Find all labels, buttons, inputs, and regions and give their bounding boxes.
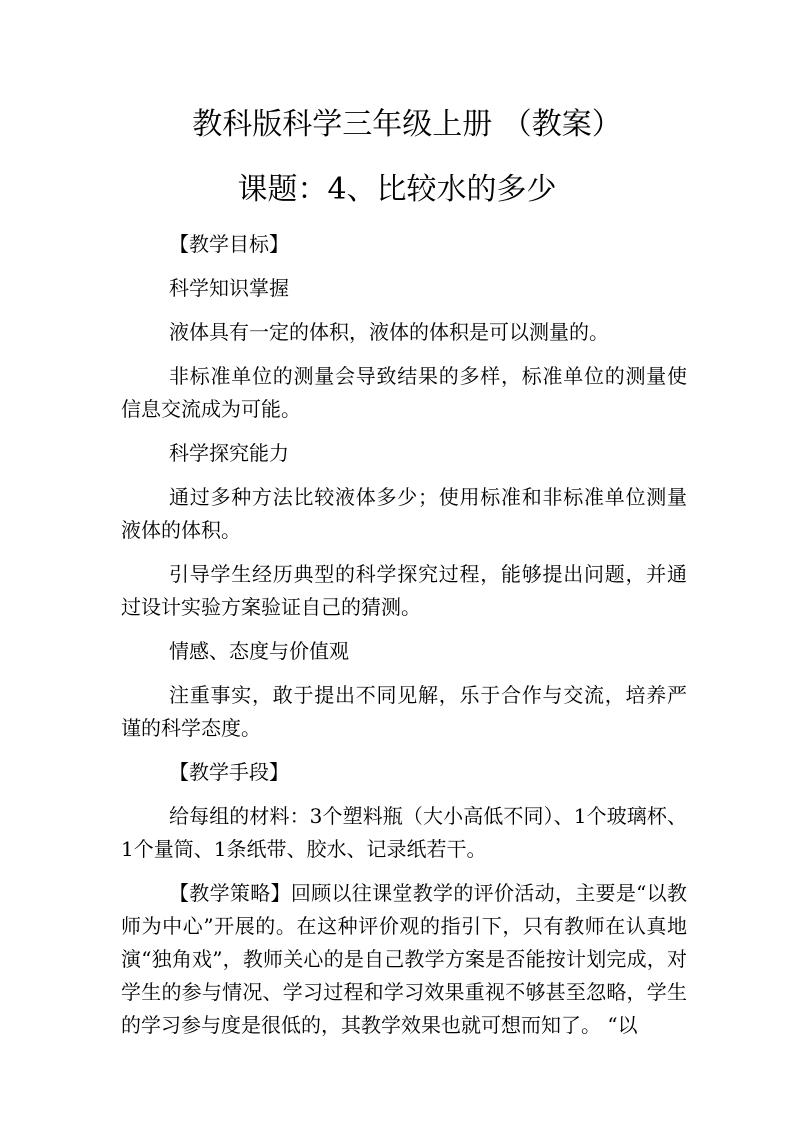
subheading-attitude: 情感、态度与价值观 (169, 639, 349, 663)
paragraph: 注重事实，敢于提出不同见解，乐于合作与交流，培养严谨的科学态度。 (121, 683, 687, 740)
paragraph: 给每组的材料：3个塑料瓶（大小高低不同）、1个玻璃杯、1个量筒、1条纸带、胶水、记录纸若干。 (121, 804, 687, 861)
paragraph: 通过多种方法比较液体多少；使用标准和非标准单位测量液体的体积。 (121, 485, 687, 542)
document-title: 教科版科学三年级上册 （教案） (192, 107, 622, 142)
paragraph: 引导学生经历典型的科学探究过程，能够提出问题，并通过设计实验方案验证自己的猜测。 (121, 562, 687, 619)
paragraph-strategy: 【教学策略】回顾以往课堂教学的评价活动，主要是“以教师为中心”开展的。在这种评价观的指引下，只有教师在认真地演“独角戏”，教师关心的是自己教学方案是否能按计划完成，对学生的参与情况、学习过程和学习效果重视不够甚至忽略，学生的学习参与度是很低的，其教学效果也就可想而知了。 “以 (121, 881, 687, 1037)
paragraph: 非标准单位的测量会导致结果的多样，标准单位的测量使信息交流成为可能。 (121, 364, 687, 421)
document-body (121, 228, 687, 1053)
section-heading-means: 【教学手段】 (169, 760, 289, 784)
subheading-knowledge: 科学知识掌握 (169, 276, 289, 300)
paragraph: 液体具有一定的体积，液体的体积是可以测量的。 (169, 320, 609, 344)
section-heading-objectives: 【教学目标】 (169, 232, 289, 256)
lesson-title: 课题：4、比较水的多少 (237, 172, 557, 207)
subheading-inquiry: 科学探究能力 (169, 441, 289, 465)
